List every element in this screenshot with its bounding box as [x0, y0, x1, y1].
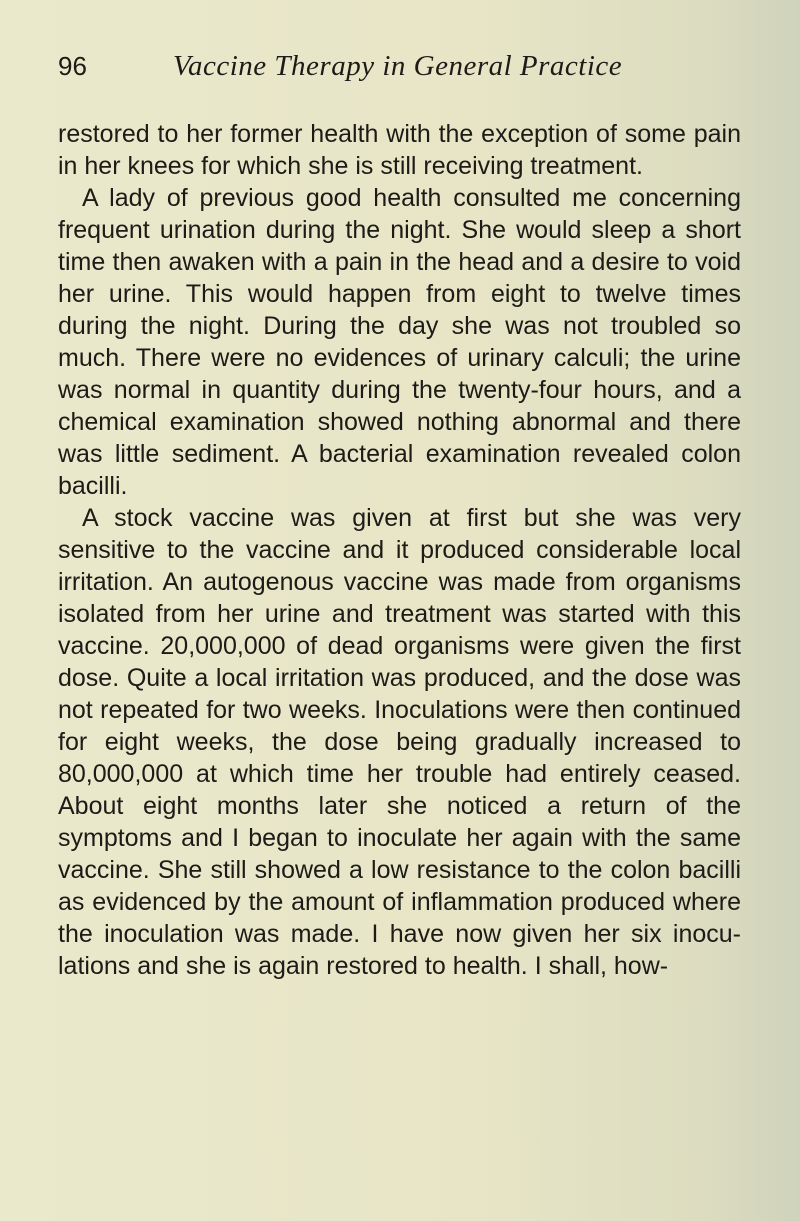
paragraph: A stock vaccine was given at first but she was very sensitive to the vaccine and it produced considerable local irritation. An autogenous vaccine was made from organisms isolated from her urine and treatment was started with this vaccine. 20,000,000 of dead organisms were given the first dose. Quite a local irritation was produced, and the dose was not repeated for two weeks. Inoculations were then continued for eight weeks, the dose being gradually increased to 80,000,000 at which time her trouble had entirely ceased. About eight months later she noticed a return of the symptoms and I began to inoculate her again with the same vaccine. She still showed a low resistance to the colon bacilli as evidenced by the amount of inflammation produced where the inoculation was made. I have now given her six inoculations and she is again restored to health. I shall, how-	[58, 504, 741, 980]
page-header	[58, 46, 758, 86]
paragraph: A lady of previous good health consulted me concerning frequent urination during the night. She would sleep a short time then awaken with a pain in the head and a desire to void her urine. This would happen from eight to twelve times during the night. During the day she was not troubled so much. There were no evidences of urinary calculi; the urine was normal in quantity during the twenty-four hours, and a chemical examination showed nothing abnormal and there was little sediment. A bacterial examination revealed colon bacilli.	[58, 184, 741, 500]
page-number: 96	[58, 51, 87, 81]
running-title: Vaccine Therapy in General Practice	[173, 50, 623, 82]
body-text	[58, 118, 741, 982]
paragraph: restored to her former health with the exception of some pain in her knees for which she is still receiving treatment.	[58, 120, 741, 180]
